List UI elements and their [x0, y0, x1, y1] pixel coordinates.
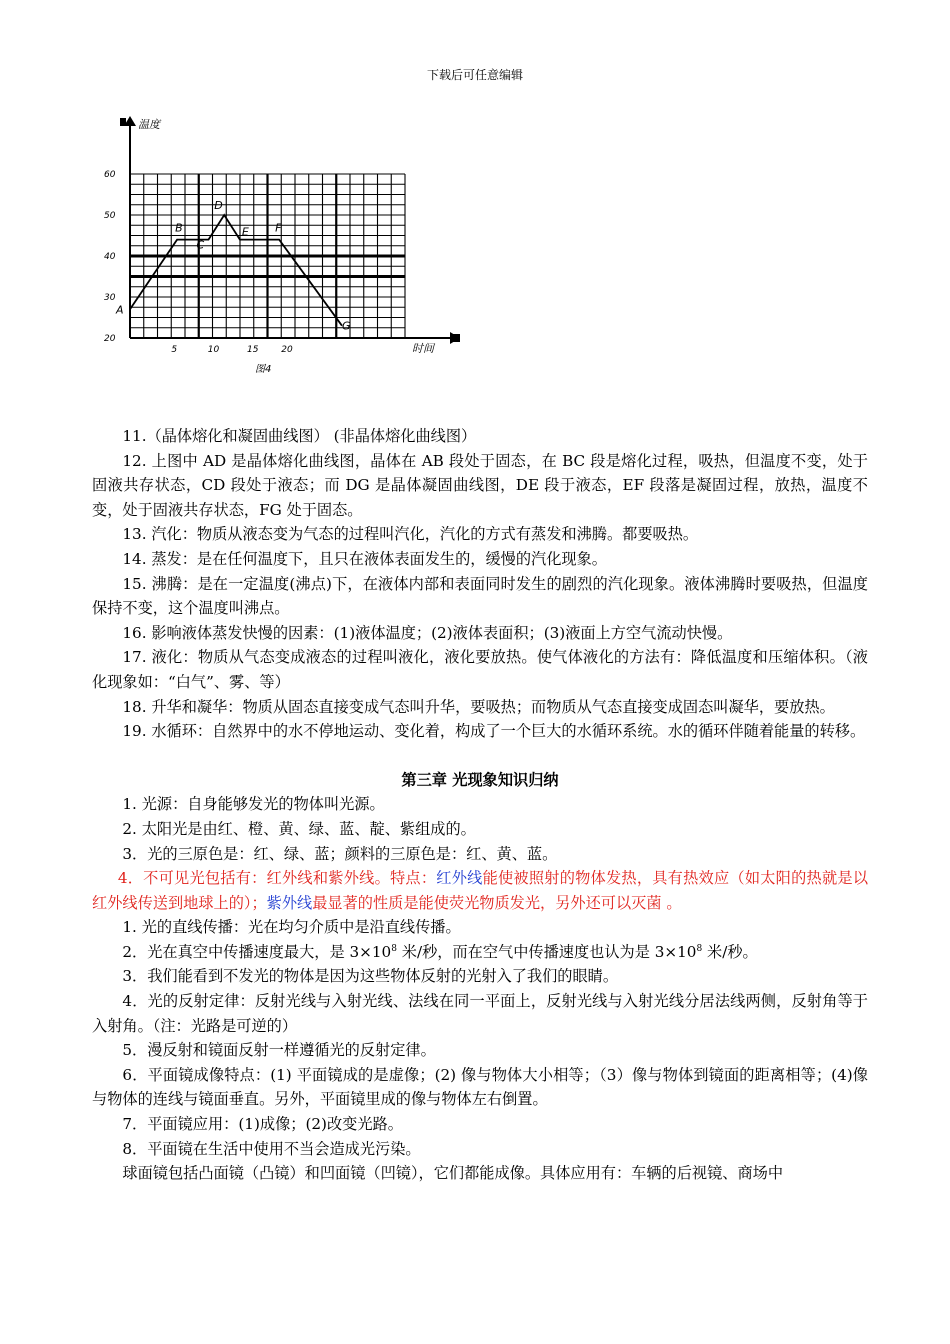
phase-paragraph: 19. 水循环：自然界中的水不停地运动、变化着，构成了一个巨大的水循环系统。水的循环伴随着能量的转移。	[122, 722, 866, 741]
y-tick-label: 50	[104, 211, 116, 221]
phase-paragraph: 12. 上图中 AD 是晶体熔化曲线图，晶体在 AB 段处于固态，在 BC 段是熔化过程，吸热，但温度不变，处于固液共存状态，CD 段处于液态；而 DG 是晶体凝固曲线图，DE 段于液态，EF 段落是凝固过程，放热，温度不变，处于固液共存状态，FG 处于固态。	[92, 451, 868, 519]
y-axis-arrow-base	[120, 118, 126, 126]
chapter-title: 第三章 光现象知识归纳	[401, 770, 559, 789]
light-paragraph: 1. 光源：自身能够发光的物体叫光源。	[122, 795, 385, 814]
page-header: 下载后可任意编辑	[426, 68, 523, 82]
point-label-a: A	[116, 303, 124, 317]
section-light-basics	[92, 792, 868, 866]
phase-paragraph: 15. 沸腾：是在一定温度(沸点)下，在液体内部和表面同时发生的剧烈的汽化现象。液体沸腾时要吸热，但温度保持不变，这个温度叫沸点。	[92, 574, 868, 618]
y-axis-title: 温度	[138, 118, 160, 131]
y-tick-label: 60	[104, 170, 116, 180]
phase-paragraph: 11.（晶体熔化和凝固曲线图） (非晶体熔化曲线图）	[122, 427, 477, 445]
speed-exponent-2: 8	[696, 943, 703, 954]
figure-caption: 图4	[255, 364, 272, 375]
x-tick-label: 20	[281, 345, 293, 355]
y-tick-label: 40	[104, 252, 116, 262]
x-axis-title: 时间	[412, 342, 434, 355]
infrared-term: 红外线	[436, 869, 483, 888]
speed-exponent-1: 8	[391, 943, 397, 954]
paragraph-straight-line: 1. 光的直线传播：光在均匀介质中是沿直线传播。	[122, 918, 461, 937]
phase-paragraph: 14. 蒸发：是在任何温度下，且只在液体表面发生的，缓慢的汽化现象。	[122, 549, 607, 568]
point-label-g: G	[341, 319, 351, 333]
x-tick-label: 10	[207, 345, 220, 355]
ultraviolet-text: 最显著的性质是能使荧光物质发光，另外还可以灭菌 。	[312, 893, 682, 912]
reflection-paragraph: 4．光的反射定律：反射光线与入射光线、法线在同一平面上，反射光线与入射光线分居法线两侧，反射角等于入射角。（注：光路是可逆的）	[92, 992, 868, 1035]
speed-text-c: 米/秒。	[702, 942, 758, 961]
x-axis-arrow-base	[452, 334, 460, 342]
phase-paragraph: 17. 液化：物质从气态变成液态的过程叫液化，液化要放热。使气体液化的方法有：降低温度和压缩体积。（液化现象如：“白气”、雾、等）	[92, 648, 868, 691]
light-paragraph: 3．光的三原色是：红、绿、蓝；颜料的三原色是：红、黄、蓝。	[122, 844, 558, 863]
paragraph-invisible-light	[92, 866, 868, 915]
point-label-f: F	[275, 221, 282, 235]
temperature-curve	[130, 215, 342, 326]
point-label-e: E	[241, 225, 249, 239]
reflection-paragraph: 球面镜包括凸面镜（凸镜）和凹面镜（凹镜），它们都能成像。具体应用有：车辆的后视镜、商场中	[122, 1164, 784, 1183]
invisible-light-text: 4．不可见光包括有：红外线和紫外线。特点：	[117, 869, 437, 888]
x-tick-label: 5	[171, 345, 178, 355]
phase-paragraph: 18. 升华和凝华：物质从固态直接变成气态叫升华，要吸热；而物质从气态直接变成固态叫凝华，要放热。	[122, 697, 835, 716]
reflection-paragraph: 7．平面镜应用：(1)成像；(2)改变光路。	[122, 1115, 403, 1134]
point-label-c: C	[196, 238, 205, 252]
x-tick-label: 15	[247, 345, 259, 355]
speed-text-b: 米/秒，而在空气中传播速度也认为是 3×10	[396, 942, 697, 961]
reflection-paragraph: 3．我们能看到不发光的物体是因为这些物体反射的光射入了我们的眼睛。	[122, 967, 619, 986]
y-tick-label: 20	[104, 334, 116, 344]
ultraviolet-term: 紫外线	[266, 893, 313, 912]
infrared-text: 能使被照射的物体发热，具有热效应（如太阳的热就是以红外线传送到地球上的）；	[92, 869, 869, 912]
melting-curve-chart	[100, 100, 480, 390]
light-paragraph: 2. 太阳光是由红、橙、黄、绿、蓝、靛、紫组成的。	[122, 819, 476, 838]
point-label-b: B	[175, 221, 183, 235]
chart-svg	[100, 100, 480, 390]
point-label-d: D	[214, 199, 223, 212]
phase-paragraph: 13. 汽化：物质从液态变为气态的过程叫汽化，汽化的方式有蒸发和沸腾。都要吸热。	[122, 525, 699, 544]
speed-text-a: 2．光在真空中传播速度最大，是 3×10	[122, 942, 392, 961]
document-body	[92, 424, 868, 1186]
reflection-paragraph: 8．平面镜在生活中使用不当会造成光污染。	[122, 1139, 421, 1158]
section-phase-change	[92, 424, 868, 744]
y-tick-label: 30	[104, 293, 116, 303]
reflection-paragraph: 5．漫反射和镜面反射一样遵循光的反射定律。	[122, 1041, 436, 1060]
phase-paragraph: 16. 影响液体蒸发快慢的因素：(1)液体温度；(2)液体表面积；(3)液面上方空气流动快慢。	[122, 623, 733, 642]
reflection-paragraph: 6．平面镜成像特点：(1) 平面镜成的是虚像；(2) 像与物体大小相等；（3）像与物体到镜面的距离相等；(4)像与物体的连线与镜面垂直。另外，平面镜里成的像与物体左右倒置。	[92, 1065, 868, 1109]
section-reflection	[92, 964, 868, 1185]
paragraph-light-speed	[92, 940, 868, 965]
